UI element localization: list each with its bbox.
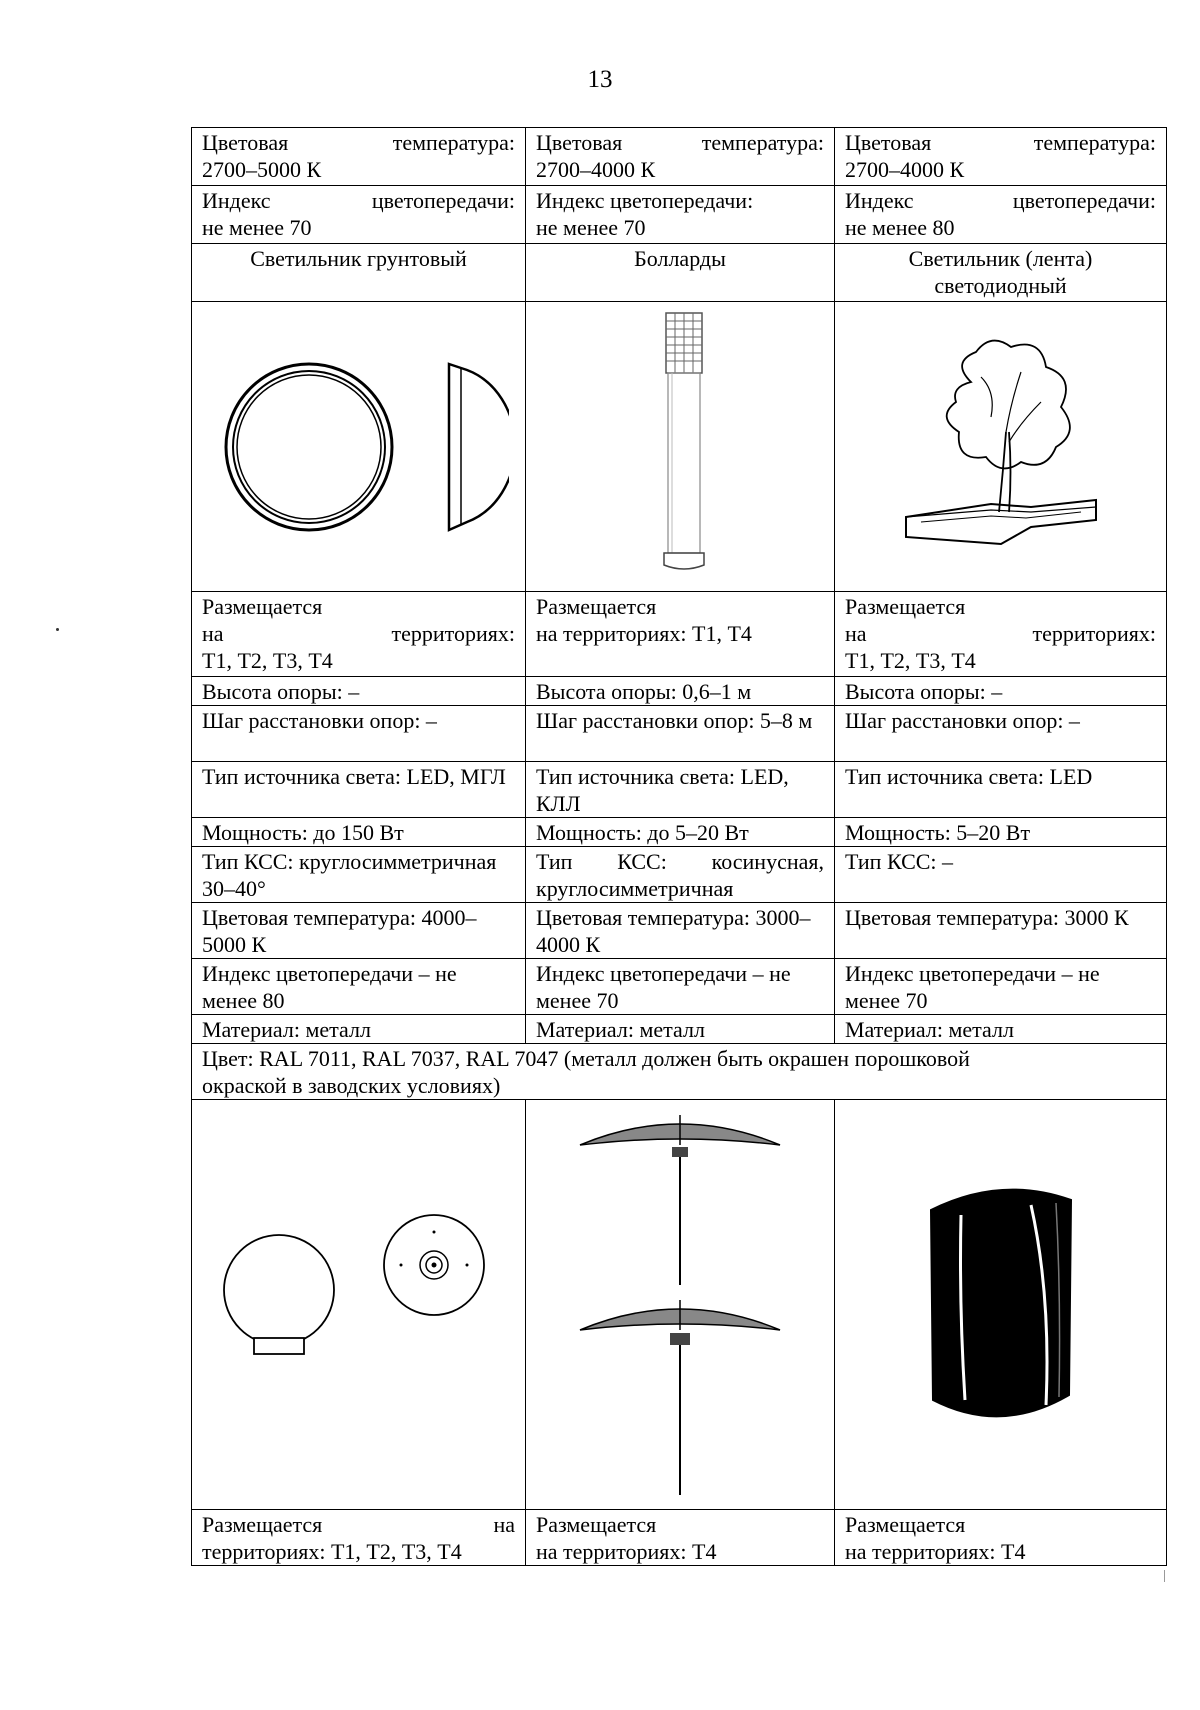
ground-luminaire-drawing [192,302,526,592]
cell-height-1: Высота опоры: – [192,677,526,706]
cell-color-temp-2: Цветовая температура: 2700–4000 К [526,128,835,186]
cell-source-2: Тип источника света: LED, КЛЛ [526,762,835,818]
table-row [192,903,1167,959]
cell-cri-2: Индекс цветопередачи: не менее 70 [526,186,835,244]
table-row [192,1510,1167,1566]
cell-color-temp-3: Цветовая температура: 2700–4000 К [835,128,1167,186]
cell-cri2-3: Индекс цветопередачи – не менее 70 [835,959,1167,1015]
cell-placement2-3: Размещается на территориях: Т4 [835,1510,1167,1566]
table-row [192,592,1167,677]
luminaire-spec-table [191,127,1167,1566]
cell-spacing-3: Шаг расстановки опор: – [835,706,1167,762]
table-row [192,959,1167,1015]
table-row [192,677,1167,706]
cell-placement2-2: Размещается на территориях: Т4 [526,1510,835,1566]
cell-height-2: Высота опоры: 0,6–1 м [526,677,835,706]
cell-placement2-1: Размещается на территориях: Т1, Т2, Т3, Т4 [192,1510,526,1566]
cell-temp2-1: Цветовая температура: 4000–5000 К [192,903,526,959]
cell-placement-1: Размещается на территориях: Т1, Т2, Т3, Т4 [192,592,526,677]
cell-source-1: Тип источника света: LED, МГЛ [192,762,526,818]
table-row [192,302,1167,592]
cylinder-luminaire-drawing [835,1100,1167,1510]
table-row [192,244,1167,302]
table-row [192,818,1167,847]
page-number: 13 [587,66,613,93]
cell-cri2-2: Индекс цветопередачи – не менее 70 [526,959,835,1015]
cell-kss-1: Тип КСС: круглосимметричная 30–40° [192,847,526,903]
cell-power-2: Мощность: до 5–20 Вт [526,818,835,847]
cell-spacing-2: Шаг расстановки опор: 5–8 м [526,706,835,762]
umbrella-lamp-drawing [526,1100,835,1510]
luminaire-name-3: Светильник (лента) светодиодный [835,244,1167,302]
luminaire-name-1: Светильник грунтовый [192,244,526,302]
table-row [192,847,1167,903]
cell-kss-2: Тип КСС: косинусная, круглосимметричная [526,847,835,903]
led-strip-tree-drawing [835,302,1167,592]
cell-material-2: Материал: металл [526,1015,835,1044]
table-row [192,128,1167,186]
cell-power-1: Мощность: до 150 Вт [192,818,526,847]
table-row [192,706,1167,762]
luminaire-name-2: Болларды [526,244,835,302]
cell-power-3: Мощность: 5–20 Вт [835,818,1167,847]
cell-cri-3: Индекс цветопередачи: не менее 80 [835,186,1167,244]
table-row [192,1015,1167,1044]
cell-color-temp-1: Цветовая температура: 2700–5000 К [192,128,526,186]
scan-speck [56,628,59,631]
cell-spacing-1: Шаг расстановки опор: – [192,706,526,762]
table-row [192,186,1167,244]
cell-height-3: Высота опоры: – [835,677,1167,706]
cell-cri-1: Индекс цветопередачи: не менее 70 [192,186,526,244]
cell-cri2-1: Индекс цветопередачи – не менее 80 [192,959,526,1015]
cell-temp2-3: Цветовая температура: 3000 К [835,903,1167,959]
cell-material-3: Материал: металл [835,1015,1167,1044]
table-row [192,1044,1167,1100]
cell-material-1: Материал: металл [192,1015,526,1044]
scan-edge-mark [1164,1570,1165,1582]
table-row [192,762,1167,818]
cell-placement-2: Размещается на территориях: Т1, Т4 [526,592,835,677]
cell-source-3: Тип источника света: LED [835,762,1167,818]
globe-luminaire-drawing [192,1100,526,1510]
bollard-drawing [526,302,835,592]
cell-kss-3: Тип КСС: – [835,847,1167,903]
color-note: Цвет: RAL 7011, RAL 7037, RAL 7047 (металл должен быть окрашен порошковой окраской в заводских условиях) [192,1044,1167,1100]
cell-temp2-2: Цветовая температура: 3000–4000 К [526,903,835,959]
cell-placement-3: Размещается на территориях: Т1, Т2, Т3, Т4 [835,592,1167,677]
table-row [192,1100,1167,1510]
